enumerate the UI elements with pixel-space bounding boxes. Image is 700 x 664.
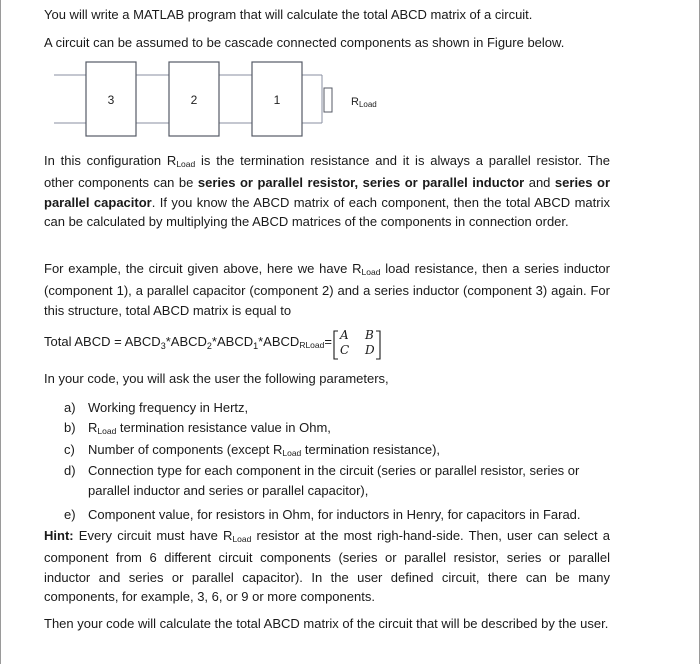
list-item: a) Working frequency in Hertz,	[64, 400, 249, 415]
cascade-circuit-figure	[44, 60, 464, 140]
final-paragraph: Then your code will calculate the total ABCD matrix of the circuit that will be described by the user.	[44, 616, 609, 631]
load-resistor	[324, 88, 332, 112]
component-label-2: 2	[190, 93, 198, 107]
matrix-c: C	[340, 343, 350, 357]
intro-line-2: A circuit can be assumed to be cascade connected components as shown in Figure below.	[44, 35, 565, 50]
hint-paragraph: Hint: Every circuit must have RLoad resistor at the most righ-hand-side. Then, user can select a component from 6 different circuit components (series or parallel resistor, series or parallel inductor and series or parallel capacitor). In the user defined circuit, there can be many components, for example, 3, 6, or 9 or more components.	[44, 528, 610, 605]
matrix-b: B	[365, 328, 374, 342]
paragraph-example: For example, the circuit given above, here we have RLoad load resistance, then a series inductor (component 1), a parallel capacitor (component 2) and a series inductor (component 3) again. For this structure, total ABCD matrix is equal to	[44, 261, 610, 318]
parameter-list	[64, 398, 610, 525]
abcd-matrix	[331, 328, 383, 362]
list-item: e) Component value, for resistors in Ohm, for inductors in Henry, for capacitors in Farad.	[64, 506, 581, 522]
matrix-a: A	[340, 328, 349, 342]
list-item: b) RLoad termination resistance value in Ohm,	[64, 419, 331, 436]
component-label-3: 3	[107, 93, 115, 107]
intro-line-1: You will write a MATLAB program that will calculate the total ABCD matrix of a circuit.	[44, 7, 533, 22]
load-label: RLoad	[351, 96, 377, 109]
list-item: c) Number of components (except RLoad termination resistance),	[64, 441, 441, 458]
matrix-d: D	[365, 343, 375, 357]
paragraph-configuration: In this configuration RLoad is the termination resistance and it is always a parallel resistor. The other components can be series or parallel resistor, series or parallel inductor and series or parallel capacitor. If you know the ABCD matrix of each component, then the total ABCD matrix can be calculated by multiplying the ABCD matrices of the components in connection order.	[44, 153, 611, 230]
ask-sentence: In your code, you will ask the user the following parameters,	[44, 371, 389, 386]
list-item: d) Connection type for each component in the circuit (series or parallel resistor, series or parallel inductor and series or parallel capacitor),	[64, 463, 580, 499]
component-label-1: 1	[273, 93, 281, 107]
